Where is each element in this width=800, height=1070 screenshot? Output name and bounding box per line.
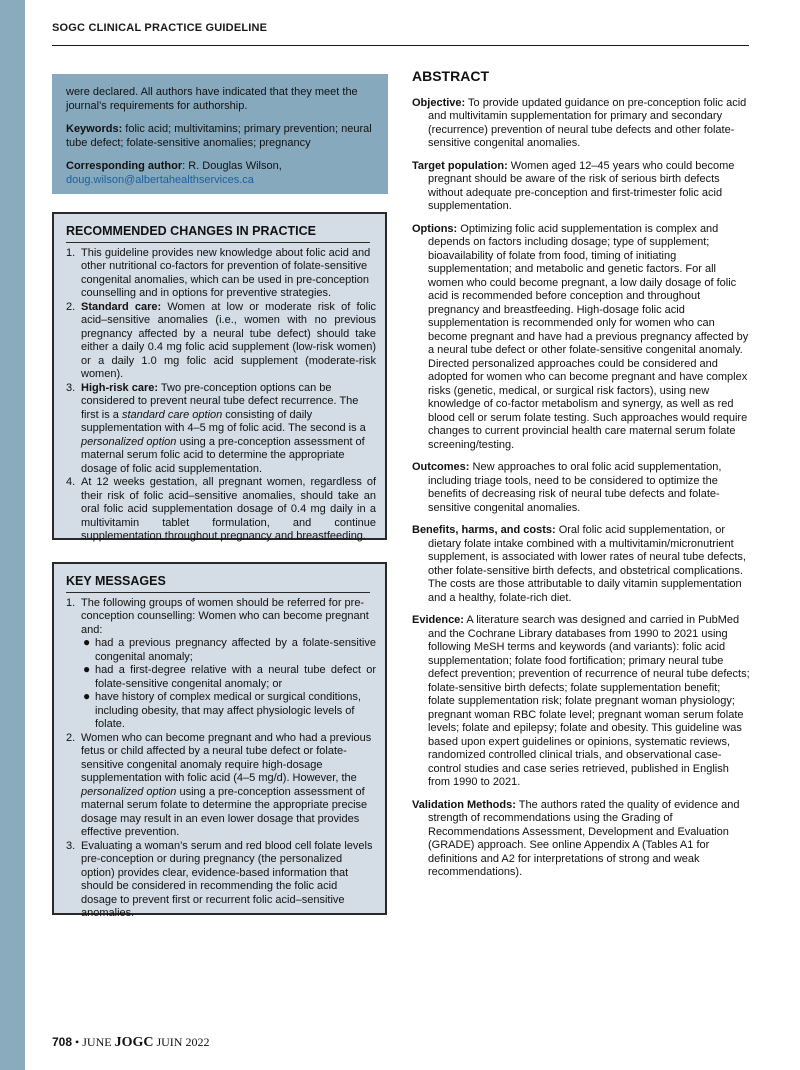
- item-label: High-risk care:: [81, 381, 159, 394]
- bullet-item: [81, 637, 376, 664]
- key-messages-title: KEY MESSAGES: [66, 572, 370, 593]
- item-label: Standard care:: [81, 300, 162, 313]
- item-text: The following groups of women should be referred for pre-conception counselling: Women who can become pregnant and:: [81, 596, 369, 636]
- item-text: Women at low or moderate risk of folic acid–sensitive anomalies (i.e., women with no previous pregnancy affected by a neural tube defect) should take either a daily 0.4 mg folic acid supplement (low-risk women) or a daily 1.0 mg folic acid supplement (moderate-risk women).: [81, 300, 377, 380]
- page-number: 708: [52, 1035, 73, 1049]
- section-label: Validation Methods:: [412, 798, 516, 811]
- section-label: Benefits, harms, and costs:: [412, 524, 556, 536]
- item-number: 4.: [66, 476, 76, 488]
- key-messages-list: [66, 597, 376, 921]
- list-item: [66, 247, 376, 301]
- abstract-heading: ABSTRACT: [412, 68, 489, 84]
- author-label: Corresponding author: [66, 160, 183, 172]
- item-emphasis: standard care option: [121, 408, 223, 421]
- section-text: Optimizing folic acid supplementation is complex and depends on factors including dosage; type of supplement; bioavailability of folate from food, timing of initiating supplementation; and metabolic and genetic factors. For all women who could become pregnant, a low daily dosage of folic acid is recommended before conception and throughout pregnancy and breastfeeding. High-dosage folic acid supplementation is recommended only for women who can become pregnant and have had a previous pregnancy affected by a neural tube defect or other folate-sensitive congenital anomaly. Directed personalized approaches could be considered and adopted for women who can become pregnant and have complex risks (genetic, medical, or surgical risk factors), using new knowledge of co-factor metabolism and synergy, as well as red blood cell or serum folate testing. Such approaches would require changes to current provincial health care maternal serum folate screening/testing.: [428, 222, 749, 451]
- header-rule: [52, 45, 749, 46]
- author-name: : R. Douglas Wilson,: [182, 160, 282, 172]
- section-label: Objective:: [412, 96, 466, 109]
- journal-name: JOGC: [114, 1035, 154, 1050]
- metadata-box: [52, 74, 388, 194]
- section-text: Women aged 12–45 years who could become pregnant should be aware of the risk of serious birth defects without adequate pre-conception and first-trimester folic acid supplementation.: [428, 159, 735, 212]
- section-text: To provide updated guidance on pre-conception folic acid and multivitamin supplementation for primary and secondary (recurrence) prevention of neural tube defects and other folate-sensitive congenital anomalies.: [428, 96, 747, 149]
- abstract-target-population: [412, 160, 750, 214]
- section-text: Oral folic acid supplementation, or dietary folate intake combined with a multivitamin/micronutrient supplement, is associated with lower rates of neural tube defects, other folate-sensitive birth defects, and obstetrical complications. The costs are those attributable to daily vitamin supplementation and a healthy, folate-rich diet.: [428, 524, 746, 604]
- keywords-label: Keywords:: [66, 123, 123, 135]
- list-item: [66, 476, 376, 544]
- bullet-text: had a previous pregnancy affected by a folate-sensitive congenital anomaly;: [95, 637, 376, 663]
- abstract-outcomes: [412, 461, 750, 515]
- section-label: Target population:: [412, 159, 508, 172]
- recommended-changes-title: RECOMMENDED CHANGES IN PRACTICE: [66, 222, 370, 243]
- keywords-text: folic acid; multivitamins; primary prevention; neural tube defect; folate-sensitive anomalies; pregnancy: [66, 123, 372, 149]
- abstract-benefits: [412, 524, 750, 605]
- bullet-list: [81, 637, 376, 732]
- list-item: [66, 301, 376, 382]
- author-email-link[interactable]: doug.wilson@albertahealthservices.ca: [66, 174, 254, 186]
- item-emphasis: personalized option: [81, 435, 177, 448]
- item-text: Women who can become pregnant and who had a previous fetus or child affected by a neural tube defect or folate-sensitive congenital anomaly require high-dosage supplementation with folic acid (4–5 mg/d). However, the: [81, 731, 372, 784]
- recommended-changes-list: [66, 247, 376, 544]
- footer-bullet: •: [75, 1035, 80, 1049]
- bullet-text: had a first-degree relative with a neural tube defect or folate-sensitive congenital anomaly; or: [95, 664, 376, 690]
- list-item: [66, 840, 376, 921]
- section-label: Options:: [412, 222, 458, 235]
- keywords: [66, 122, 374, 150]
- bullet-item: [81, 691, 376, 732]
- item-text: consisting of daily supplementation with 4–5 mg of folic acid. The second is a: [81, 408, 366, 434]
- bullet-icon: ●: [83, 635, 91, 649]
- item-emphasis: personalized option: [81, 785, 177, 798]
- footer-month-en: JUNE: [82, 1035, 112, 1049]
- bullet-icon: ●: [83, 662, 91, 676]
- footer-year: 2022: [185, 1035, 210, 1049]
- item-text: At 12 weeks gestation, all pregnant women, regardless of their risk of folic acid–sensitive anomalies, should take an oral folic acid supplementation dosage of 0.4 mg daily in a multivitamin tablet formulation, and continue supplementation throughout pregnancy and breastfeeding.: [81, 476, 376, 542]
- item-text: Two pre-conception options can be considered to prevent neural tube defect recurrence. The first is a: [81, 381, 359, 421]
- key-messages-panel: [52, 562, 387, 919]
- list-item: [66, 382, 376, 477]
- sidebar-color-strip: [0, 0, 25, 1070]
- bullet-text: have history of complex medical or surgical conditions, including obesity, that may affect physiologic levels of folate.: [95, 691, 361, 730]
- abstract-validation: [412, 799, 750, 880]
- corresponding-author: [66, 159, 374, 187]
- item-text: Evaluating a woman’s serum and red blood cell folate levels pre-conception or during pregnancy (the personalized option) provides clear, evidence-based information that should be considered in recommending the folic acid dosage to prevent first or recurrent folic acid–sensitive anomalies.: [81, 839, 373, 919]
- bullet-item: [81, 664, 376, 691]
- abstract-objective: [412, 97, 750, 151]
- list-item: [66, 732, 376, 840]
- item-text: using a pre-conception assessment of maternal serum folate to determine the appropriate precise dosage may result in an even lower dosage that provides effective prevention.: [81, 785, 368, 838]
- footer-month-fr: JUIN: [156, 1035, 183, 1049]
- item-number: 3.: [66, 381, 76, 394]
- abstract-column: [412, 70, 750, 889]
- section-text: A literature search was designed and carried in PubMed and the Cochrane Library databases from 1990 to 2021 using following MeSH terms and keywords (and variants): folic acid supplementation; folate food fortification; primary neural tube defect prevention; prevention of recurrence of neural tube defects; folate-sensitive birth defects; folate supplementation benefit; folate supplementation risk; folate pregnant woman physiology; pregnant woman RBC folate level; pregnant woman serum folate levels; folate and epilepsy; folate and obesity. This guideline was based upon expert guidelines or opinions, systematic reviews, randomized controlled clinical trials, and observational case-control studies and case series retrieved, published in English from 1990 to 2021.: [428, 614, 750, 788]
- recommended-changes-panel: [52, 212, 387, 540]
- section-label: Outcomes:: [412, 461, 470, 473]
- item-number: 1.: [66, 596, 76, 609]
- running-title: SOGC CLINICAL PRACTICE GUIDELINE: [52, 22, 268, 34]
- declaration-text: were declared. All authors have indicated that they meet the journal’s requirements for authorship.: [66, 86, 358, 112]
- bullet-icon: ●: [83, 689, 91, 703]
- item-number: 2.: [66, 300, 76, 313]
- item-text: using a pre-conception assessment of maternal serum folic acid to determine the appropriate dosage of folic acid supplementation.: [81, 435, 365, 475]
- item-number: 2.: [66, 731, 76, 744]
- section-text: New approaches to oral folic acid supplementation, including triage tools, need to be considered to optimize the benefits of decreasing risk of neural tube defects and folate-sensitive congenital anomalies.: [428, 461, 722, 514]
- section-text: The authors rated the quality of evidence and strength of recommendations using the Grading of Recommendations Assessment, Development and Evaluation (GRADE) approach. See online Appendix A (Tables A1 for definitions and A2 for interpretations of strong and weak recommendations).: [428, 798, 740, 878]
- item-number: 3.: [66, 839, 76, 852]
- list-item: [66, 597, 376, 732]
- section-label: Evidence:: [412, 614, 464, 626]
- abstract-evidence: [412, 614, 750, 790]
- abstract-options: [412, 223, 750, 453]
- item-number: 1.: [66, 246, 76, 259]
- page-footer: [52, 1035, 209, 1051]
- item-text: This guideline provides new knowledge about folic acid and other nutritional co-factors for prevention of folate-sensitive congenital anomalies, which can be used in pre-conception counselling and in options for preventive strategies.: [81, 246, 371, 299]
